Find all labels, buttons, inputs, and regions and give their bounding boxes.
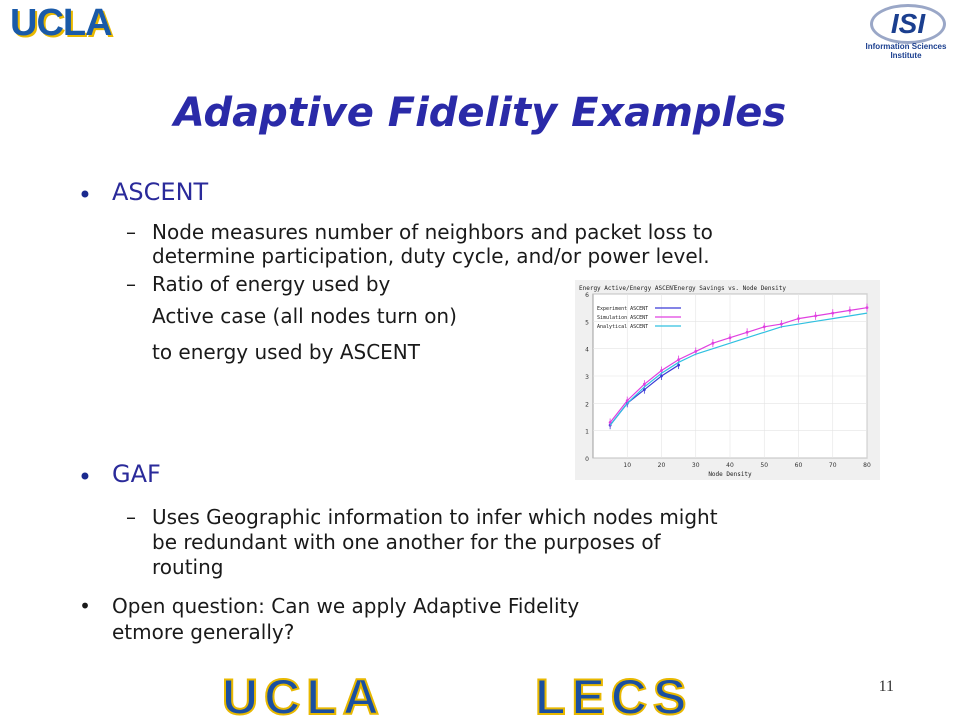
x-axis-label: Node Density: [708, 471, 752, 478]
data-point: [729, 336, 732, 339]
x-tick-label: 50: [760, 462, 769, 469]
chart-title: Energy Savings vs. Node Density: [674, 285, 786, 292]
bullet-dot: •: [77, 463, 93, 491]
y-tick-label: 0: [585, 456, 589, 463]
ascent-sub1-line2: determine participation, duty cycle, and/or power level.: [152, 244, 710, 268]
data-point: [814, 314, 817, 317]
data-point: [660, 369, 663, 372]
ascent-sub2-line1: Ratio of energy used by: [152, 272, 391, 296]
data-point: [643, 383, 646, 386]
ascent-sub2-line3: to energy used by ASCENT: [152, 340, 420, 364]
data-point: [763, 325, 766, 328]
data-point: [797, 317, 800, 320]
legend-label: Analytical ASCENT: [597, 324, 649, 330]
x-tick-label: 70: [828, 462, 837, 469]
legend-label: Simulation ASCENT: [597, 315, 649, 321]
bullet-dot: •: [79, 594, 91, 618]
data-point: [780, 323, 783, 326]
chart-svg: [575, 280, 880, 480]
footer-ucla-logo: UCLA: [222, 669, 385, 725]
legend-label: Experiment ASCENT: [597, 306, 649, 312]
bullet-dot: •: [77, 181, 93, 209]
x-tick-label: 30: [691, 462, 700, 469]
dash-marker: –: [126, 505, 136, 529]
data-point: [677, 364, 680, 367]
gaf-heading: GAF: [112, 460, 161, 488]
y-tick-label: 1: [585, 428, 589, 436]
data-point: [866, 306, 869, 309]
open-question-line2: etmore generally?: [112, 620, 295, 644]
footer-lecs-logo: LECS: [535, 669, 693, 725]
isi-logo-mark: ISI: [870, 4, 946, 44]
gaf-sub-line2: be redundant with one another for the purposes of: [152, 530, 661, 554]
ascent-sub1-line1: Node measures number of neighbors and packet loss to: [152, 220, 713, 244]
isi-logo: [860, 4, 952, 60]
dash-marker: –: [126, 272, 136, 296]
y-tick-label: 4: [585, 346, 589, 354]
data-point: [694, 350, 697, 353]
data-point: [831, 312, 834, 315]
data-point: [660, 375, 663, 378]
ascent-sub2-line2: Active case (all nodes turn on): [152, 304, 457, 328]
data-point: [746, 331, 749, 334]
data-point: [711, 342, 714, 345]
data-point: [677, 358, 680, 361]
gaf-sub-line3: routing: [152, 555, 224, 579]
y-tick-label: 3: [585, 374, 589, 381]
x-tick-label: 10: [623, 462, 632, 469]
y-tick-label: 5: [585, 319, 589, 327]
isi-logo-caption: Information Sciences Institute: [865, 42, 947, 60]
gaf-sub-line1: Uses Geographic information to infer which nodes might: [152, 505, 718, 529]
open-question-line1: Open question: Can we apply Adaptive Fidelity: [112, 594, 580, 618]
slide-title: Adaptive Fidelity Examples: [173, 90, 787, 136]
ascent-heading: ASCENT: [112, 178, 209, 206]
x-tick-label: 20: [657, 462, 666, 469]
ucla-logo: UCLA: [10, 2, 112, 44]
dash-marker: –: [126, 220, 136, 244]
x-tick-label: 40: [726, 462, 734, 469]
y-tick-label: 2: [585, 401, 589, 409]
x-tick-label: 80: [863, 462, 871, 469]
x-tick-label: 60: [794, 462, 803, 469]
data-point: [848, 309, 851, 312]
page-number: 11: [878, 678, 894, 695]
energy-savings-chart: [575, 280, 880, 480]
y-tick-label: 6: [585, 292, 589, 299]
y-axis-label: Energy Active/Energy ASCENT: [579, 285, 677, 292]
